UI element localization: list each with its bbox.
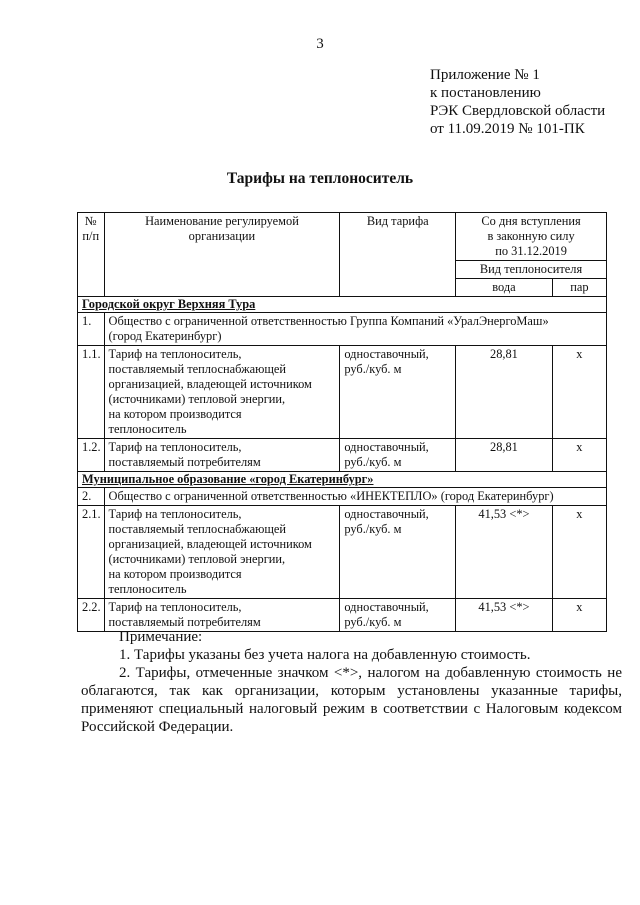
note-item: 1. Тарифы указаны без учета налога на добавленную стоимость. — [119, 647, 531, 663]
header-steam: пар — [552, 279, 606, 297]
region-row — [78, 472, 607, 488]
water-value: 41,53 <*> — [456, 599, 553, 632]
appendix-line: Приложение № 1 — [430, 67, 540, 83]
organization-row — [78, 488, 607, 506]
table-row — [78, 439, 607, 472]
row-number: 1.1. — [78, 346, 105, 439]
table-row — [78, 346, 607, 439]
page-number: 3 — [316, 36, 324, 52]
note-item: 2. Тарифы, отмеченные значком <*>, налогом на добавленную стоимость не облагаются, так как организации, которым установлены указанные тарифы, применяют специальный налоговый режим в соответствии с Налоговым кодексом Российской Федерации. — [81, 665, 622, 735]
water-value: 28,81 — [456, 346, 553, 439]
appendix-line: от 11.09.2019 № 101-ПК — [430, 121, 585, 137]
tariff-name: Тариф на теплоноситель, поставляемый теплоснабжающей организацией, владеющей источником (источниками) тепловой энергии, на котором производится теплоноситель — [104, 346, 340, 439]
tariff-name: Тариф на теплоноситель, поставляемый теплоснабжающей организацией, владеющей источником (источниками) тепловой энергии, на котором производится теплоноситель — [104, 506, 340, 599]
header-tariff-type: Вид тарифа — [340, 213, 456, 297]
header-no: № п/п — [78, 213, 105, 297]
document-title: Тарифы на теплоноситель — [226, 170, 414, 187]
region-name: Городской округ Верхняя Тура — [78, 297, 607, 313]
notes-heading: Примечание: — [119, 629, 203, 645]
steam-value: х — [552, 506, 606, 599]
tariff-name: Тариф на теплоноситель, поставляемый потребителям — [104, 439, 340, 472]
appendix-line: РЭК Свердловской области — [430, 103, 606, 119]
appendix-reference — [430, 66, 605, 138]
header-water: вода — [456, 279, 553, 297]
water-value: 28,81 — [456, 439, 553, 472]
organization-name: Общество с ограниченной ответственностью «ИНЕКТЕПЛО» (город Екатеринбург) — [104, 488, 606, 506]
notes-section — [81, 628, 622, 736]
organization-row — [78, 313, 607, 346]
water-value: 41,53 <*> — [456, 506, 553, 599]
organization-name: Общество с ограниченной ответственностью Группа Компаний «УралЭнергоМаш» (город Екатеринбург) — [104, 313, 606, 346]
header-period: Со дня вступления в законную силу по 31.12.2019 — [456, 213, 607, 261]
region-name: Муниципальное образование «город Екатеринбург» — [78, 472, 607, 488]
tariff-type: одноставочный, руб./куб. м — [340, 346, 456, 439]
steam-value: х — [552, 439, 606, 472]
steam-value: х — [552, 599, 606, 632]
tariff-name: Тариф на теплоноситель, поставляемый потребителям — [104, 599, 340, 632]
row-number: 2.1. — [78, 506, 105, 599]
header-org-name: Наименование регулируемой организации — [104, 213, 340, 297]
table-row — [78, 599, 607, 632]
tariff-type: одноставочный, руб./куб. м — [340, 439, 456, 472]
header-carrier-type: Вид теплоносителя — [456, 261, 607, 279]
table-header-row — [78, 213, 607, 261]
tariff-type: одноставочный, руб./куб. м — [340, 506, 456, 599]
row-number: 1. — [78, 313, 105, 346]
appendix-line: к постановлению — [430, 85, 541, 101]
tariff-type: одноставочный, руб./куб. м — [340, 599, 456, 632]
steam-value: х — [552, 346, 606, 439]
row-number: 1.2. — [78, 439, 105, 472]
row-number: 2.2. — [78, 599, 105, 632]
table-row — [78, 506, 607, 599]
region-row — [78, 297, 607, 313]
row-number: 2. — [78, 488, 105, 506]
tariff-table — [77, 212, 607, 632]
